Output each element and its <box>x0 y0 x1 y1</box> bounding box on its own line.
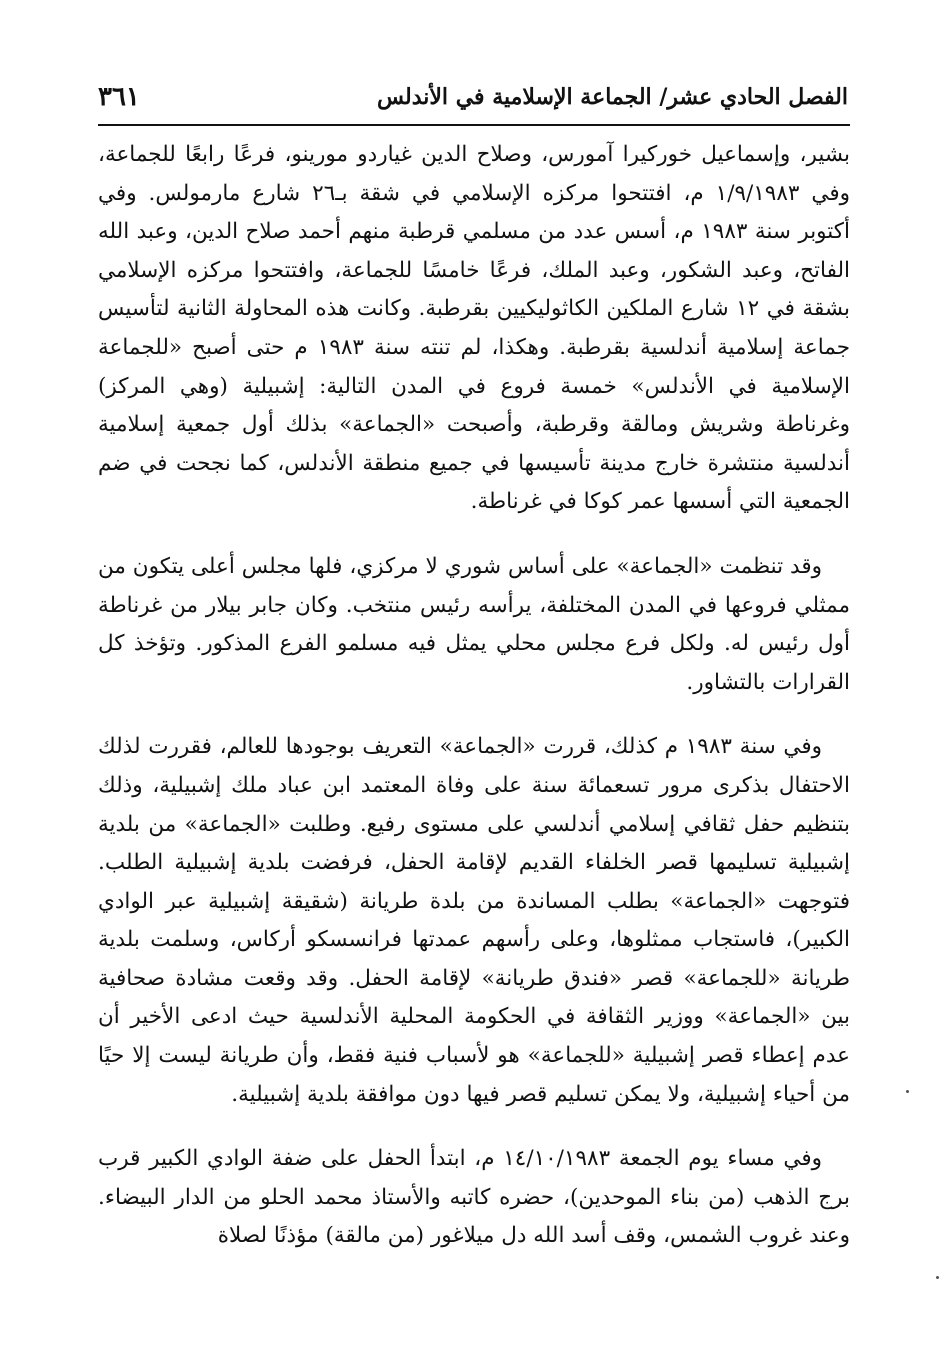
body-text <box>98 136 850 1256</box>
running-title: الفصل الحادي عشر/ الجماعة الإسلامية في الأندلس <box>376 84 848 110</box>
page-number: ٣٦١ <box>98 82 140 112</box>
paragraph-4: وفي مساء يوم الجمعة ١٤/١٠/١٩٨٣ م، ابتدأ الحفل على ضفة الوادي الكبير قرب برج الذهب (من بناء الموحدين)، حضره كاتبه والأستاذ محمد الحلو من الدار البيضاء. وعند غروب الشمس، وقف أسد الله دل ميلاغور (من مالقة) مؤذنًا لصلاة <box>98 1146 850 1249</box>
scan-speck-dot <box>936 1276 939 1279</box>
paragraph-1: بشير، وإسماعيل خوركيرا آمورس، وصلاح الدين غياردو مورينو، فرعًا رابعًا للجماعة، وفي ١/٩/١٩٨٣ م، افتتحوا مركزه الإسلامي في شقة بـ٢٦ شارع مارمولس. وفي أكتوبر سنة ١٩٨٣ م، أسس عدد من مسلمي قرطبة منهم أحمد صلاح الدين، وعبد الله الفاتح، وعبد الشكور، وعبد الملك، فرعًا خامسًا للجماعة، وافتتحوا مركزه الإسلامي بشقة في ١٢ شارع الملكين الكاثوليكيين بقرطبة. وكانت هذه المحاولة الثانية لتأسيس جماعة إسلامية أندلسية بقرطبة. وهكذا، لم تنته سنة ١٩٨٣ م حتى أصبح «للجماعة الإسلامية في الأندلس» خمسة فروع في المدن التالية: إشبيلية (وهي المركز) وغرناطة وشريش ومالقة وقرطبة، وأصبحت «الجماعة» بذلك أول جمعية إسلامية أندلسية منتشرة خارج مدينة تأسيسها في جميع منطقة الأندلس، كما نجحت في ضم الجمعية التي أسسها عمر كوكا في غرناطة. <box>98 142 851 515</box>
paragraph-3: وفي سنة ١٩٨٣ م كذلك، قررت «الجماعة» التعريف بوجودها للعالم، فقررت لذلك الاحتفال بذكرى مرور تسعمائة سنة على وفاة المعتمد ابن عباد ملك إشبيلية، وذلك بتنظيم حفل ثقافي إسلامي أندلسي على مستوى رفيع. وطلبت «الجماعة» من بلدية إشبيلية تسليمها قصر الخلفاء القديم لإقامة الحفل، فرفضت بلدية إشبيلية الطلب. فتوجهت «الجماعة» بطلب المساندة من بلدة طريانة (شقيقة إشبيلية عبر الوادي الكبير)، فاستجاب ممثلوها، وعلى رأسهم عمدتها فرانسسكو أركاس، وسلمت بلدية طريانة «للجماعة» قصر «فندق طريانة» لإقامة الحفل. وقد وقعت مشادة صحافية بين «الجماعة» ووزير الثقافة في الحكومة المحلية الأندلسية حيث ادعى الأخير أن عدم إعطاء قصر إشبيلية «للجماعة» هو لأسباب فنية فقط، وأن طريانة ليست إلا حيًا من أحياء إشبيلية، ولا يمكن تسليم قصر فيها دون موافقة بلدية إشبيلية. <box>98 734 850 1107</box>
header-rule <box>98 124 850 126</box>
scan-speck-dot <box>906 1090 909 1093</box>
running-header <box>98 82 848 122</box>
paragraph-2: وقد تنظمت «الجماعة» على أساس شوري لا مركزي، فلها مجلس أعلى يتكون من ممثلي فروعها في المدن المختلفة، يرأسه رئيس منتخب. وكان جابر بيلار من غرناطة أول رئيس له. ولكل فرع مجلس محلي يمثل فيه مسلمو الفرع المذكور. وتؤخذ كل القرارات بالتشاور. <box>98 553 850 695</box>
